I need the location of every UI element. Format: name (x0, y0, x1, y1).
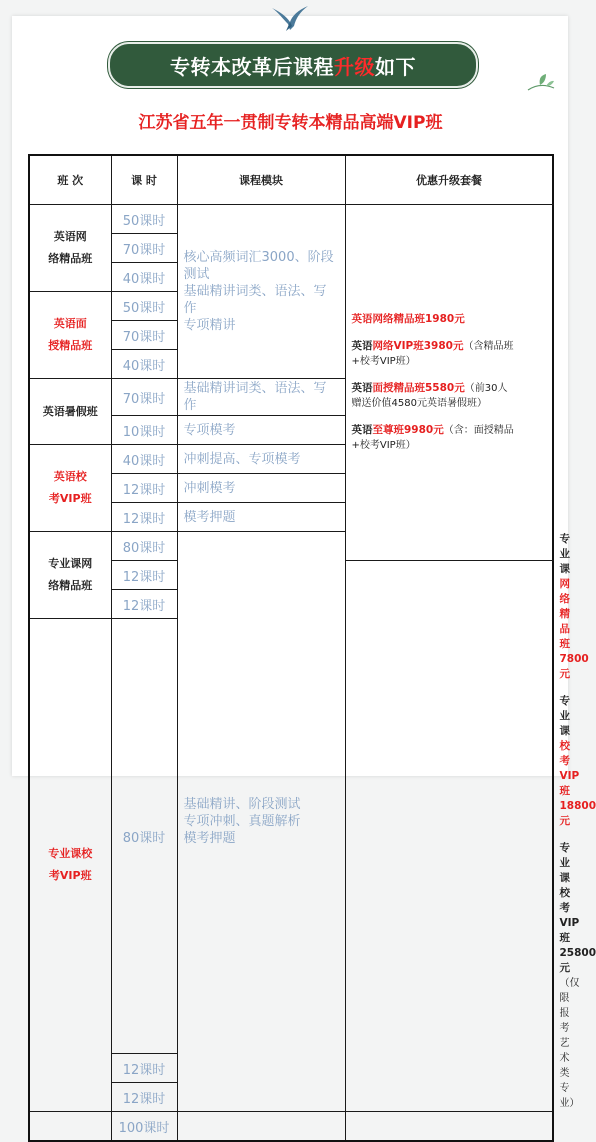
module-cell: 专项模考 (177, 416, 345, 445)
hours-cell: 40课时 (111, 263, 177, 292)
hours-cell: 70课时 (111, 321, 177, 350)
hours-cell: 80课时 (111, 532, 177, 561)
promo-banner (108, 42, 478, 88)
module-cell: 模考押题 (177, 503, 345, 532)
hours-cell: 70课时 (111, 379, 177, 416)
header-offer: 优惠升级套餐 (345, 155, 553, 205)
module-cell: 冲刺模考 (177, 474, 345, 503)
table-row (29, 205, 553, 234)
hours-cell: 12课时 (111, 1054, 177, 1083)
header-class: 班 次 (29, 155, 111, 205)
hours-cell: 80课时 (111, 619, 177, 1054)
hours-cell: 40课时 (111, 445, 177, 474)
module-cell: 核心高频词汇3000、阶段测试 基础精讲词类、语法、写作 专项精讲 (177, 205, 345, 379)
hours-cell: 50课时 (111, 292, 177, 321)
table-row (29, 1112, 553, 1142)
banner-text-before: 专转本改革后课程 (170, 54, 334, 79)
header-hours: 课 时 (111, 155, 177, 205)
table-header-row (29, 155, 553, 205)
module-cell: 基础精讲、阶段测试 专项冲刺、真题解析 模考押题 (177, 532, 345, 1112)
class-cell: 英语暑假班 (29, 379, 111, 445)
class-cell: 英语校 考VIP班 (29, 445, 111, 532)
module-cell: 基础精讲词类、语法、写作 (177, 379, 345, 416)
leaf-icon (526, 72, 556, 94)
hours-cell: 100课时 (111, 1112, 177, 1142)
banner-highlight: 升级 (334, 54, 375, 79)
class-cell: 专业课校 考VIP班 (29, 619, 111, 1112)
offer-cell-english: 英语网络精品班1980元 英语网络VIP班3980元（含精品班 +校考VIP班） 英语面授精品班5580元（前30人 赠送价值4580元英语暑假班） 英语至尊班9980元（含：面授精品 +校考VIP班） (345, 205, 553, 561)
module-cell: 冲刺提高、专项模考 (177, 445, 345, 474)
module-cell (177, 1112, 345, 1142)
header-module: 课程模块 (177, 155, 345, 205)
class-cell: 英语面 授精品班 (29, 292, 111, 379)
table-row: 专业课网 络精品班 80课时 基础精讲、阶段测试 专项冲刺、真题解析 模考押题 专业课网络精品班7800元 专业课校考VIP班18800元 专业课校考VIP班25800元（仅限 报考艺术类专业） (29, 532, 553, 561)
hours-cell: 40课时 (111, 350, 177, 379)
hours-cell: 70课时 (111, 234, 177, 263)
class-cell: 英语网 络精品班 (29, 205, 111, 292)
hours-cell: 50课时 (111, 205, 177, 234)
hours-cell: 10课时 (111, 416, 177, 445)
hours-cell: 12课时 (111, 474, 177, 503)
hours-cell: 12课时 (111, 503, 177, 532)
swallow-icon (270, 4, 310, 32)
hours-cell: 12课时 (111, 561, 177, 590)
hours-cell: 12课时 (111, 590, 177, 619)
page-subtitle: 江苏省五年一贯制专转本精品高端VIP班 (138, 113, 443, 133)
hours-cell: 12课时 (111, 1083, 177, 1112)
class-cell (29, 1112, 111, 1142)
class-cell: 专业课网 络精品班 (29, 532, 111, 619)
course-table (28, 154, 596, 1142)
offer-cell (345, 1112, 553, 1142)
banner-text-after: 如下 (375, 54, 416, 79)
